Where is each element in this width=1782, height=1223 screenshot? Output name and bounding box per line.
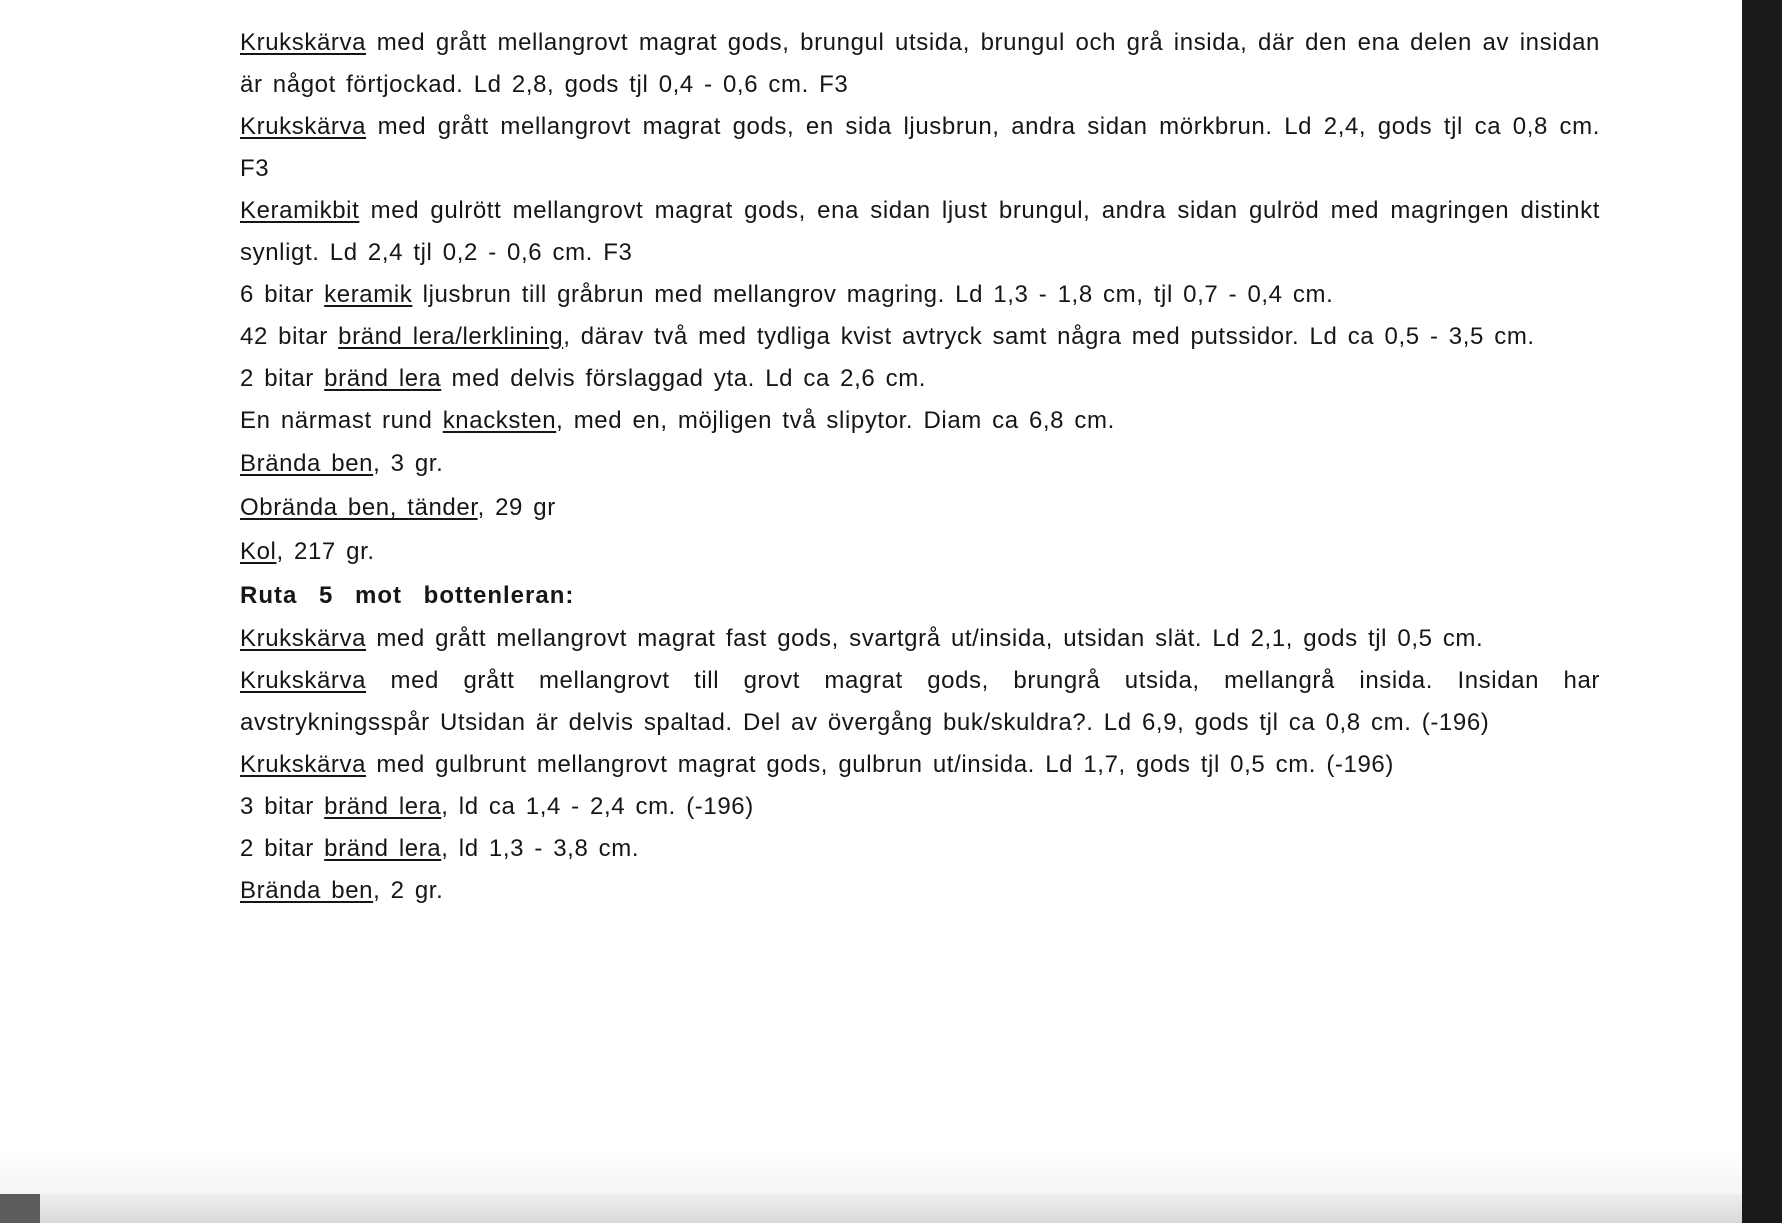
find-term: knacksten bbox=[442, 407, 557, 434]
find-term: bränd lera bbox=[324, 835, 442, 862]
entry-text: med grått mellangrovt magrat gods, brungul utsida, brungul och grå insida, där den ena delen av insidan är något förtjockad. Ld 2,8, gods tjl 0,4 - 0,6 cm. F3 bbox=[240, 29, 1600, 98]
entry-text: , 29 gr bbox=[477, 494, 556, 521]
find-term: Obrända ben, tänder bbox=[240, 494, 478, 521]
find-term: Krukskärva bbox=[240, 113, 367, 140]
entry-text: , 217 gr. bbox=[276, 538, 375, 565]
find-term: bränd lera bbox=[324, 793, 442, 820]
entry-text: med delvis förslaggad yta. Ld ca 2,6 cm. bbox=[441, 365, 927, 392]
entry-text: , 2 gr. bbox=[373, 877, 444, 904]
find-term: Brända ben bbox=[240, 450, 374, 477]
find-term: Kol bbox=[240, 538, 277, 565]
entry-text: , 3 gr. bbox=[373, 450, 444, 477]
entry-prefix: 2 bitar bbox=[240, 365, 325, 392]
entry-text: med gulrött mellangrovt magrat gods, ena sidan ljust brungul, andra sidan gulröd med magringen distinkt synligt. Ld 2,4 tjl 0,2 - 0,6 cm. F3 bbox=[240, 197, 1600, 266]
scanner-bottom-edge bbox=[40, 1194, 1742, 1223]
find-term: Brända ben bbox=[240, 877, 374, 904]
entry bbox=[240, 786, 1600, 828]
entry bbox=[240, 190, 1600, 274]
scanner-right-edge bbox=[1742, 0, 1782, 1223]
entry bbox=[240, 316, 1600, 358]
entry bbox=[240, 442, 1600, 486]
entry bbox=[240, 660, 1600, 744]
find-term: Krukskärva bbox=[240, 625, 367, 652]
entry-text: med grått mellangrovt magrat gods, en sida ljusbrun, andra sidan mörkbrun. Ld 2,4, gods tjl ca 0,8 cm. F3 bbox=[240, 113, 1600, 182]
entry-text: , med en, möjligen två slipytor. Diam ca 6,8 cm. bbox=[556, 407, 1115, 434]
entry-text: , ld 1,3 - 3,8 cm. bbox=[441, 835, 640, 862]
entry bbox=[240, 400, 1600, 442]
entry bbox=[240, 744, 1600, 786]
entry-text: med gulbrunt mellangrovt magrat gods, gulbrun ut/insida. Ld 1,7, gods tjl 0,5 cm. (-196) bbox=[366, 751, 1394, 778]
entry-prefix: 6 bitar bbox=[240, 281, 325, 308]
entry bbox=[240, 828, 1600, 870]
entry bbox=[240, 358, 1600, 400]
find-term: Krukskärva bbox=[240, 667, 367, 694]
entry bbox=[240, 870, 1600, 912]
find-term: bränd lera/lerklining bbox=[338, 323, 564, 350]
entry bbox=[240, 618, 1600, 660]
entry-text: med grått mellangrovt magrat fast gods, svartgrå ut/insida, utsidan slät. Ld 2,1, gods tjl 0,5 cm. bbox=[366, 625, 1484, 652]
find-term: Keramikbit bbox=[240, 197, 360, 224]
entry bbox=[240, 486, 1600, 530]
find-term: keramik bbox=[324, 281, 413, 308]
entry-text: med grått mellangrovt till grovt magrat gods, brungrå utsida, mellangrå insida. Insidan har avstrykningsspår Utsidan är delvis spaltad. Del av övergång buk/skuldra?. Ld 6,9, gods tjl ca 0,8 cm. (-196) bbox=[240, 667, 1600, 736]
find-term: Krukskärva bbox=[240, 751, 367, 778]
entry bbox=[240, 530, 1600, 574]
entry-prefix: 2 bitar bbox=[240, 835, 325, 862]
find-list bbox=[240, 22, 1600, 912]
entry-prefix: 42 bitar bbox=[240, 323, 339, 350]
entry-text: , därav två med tydliga kvist avtryck samt några med putssidor. Ld ca 0,5 - 3,5 cm. bbox=[563, 323, 1535, 350]
entry bbox=[240, 22, 1600, 106]
entry-text: ljusbrun till gråbrun med mellangrov magring. Ld 1,3 - 1,8 cm, tjl 0,7 - 0,4 cm. bbox=[412, 281, 1334, 308]
entry bbox=[240, 106, 1600, 190]
find-term: Krukskärva bbox=[240, 29, 367, 56]
entry-prefix: En närmast rund bbox=[240, 407, 443, 434]
find-term: bränd lera bbox=[324, 365, 442, 392]
section-heading: Ruta 5 mot bottenleran: bbox=[240, 582, 575, 609]
entry-prefix: 3 bitar bbox=[240, 793, 325, 820]
entry-text: , ld ca 1,4 - 2,4 cm. (-196) bbox=[441, 793, 754, 820]
entry bbox=[240, 274, 1600, 316]
